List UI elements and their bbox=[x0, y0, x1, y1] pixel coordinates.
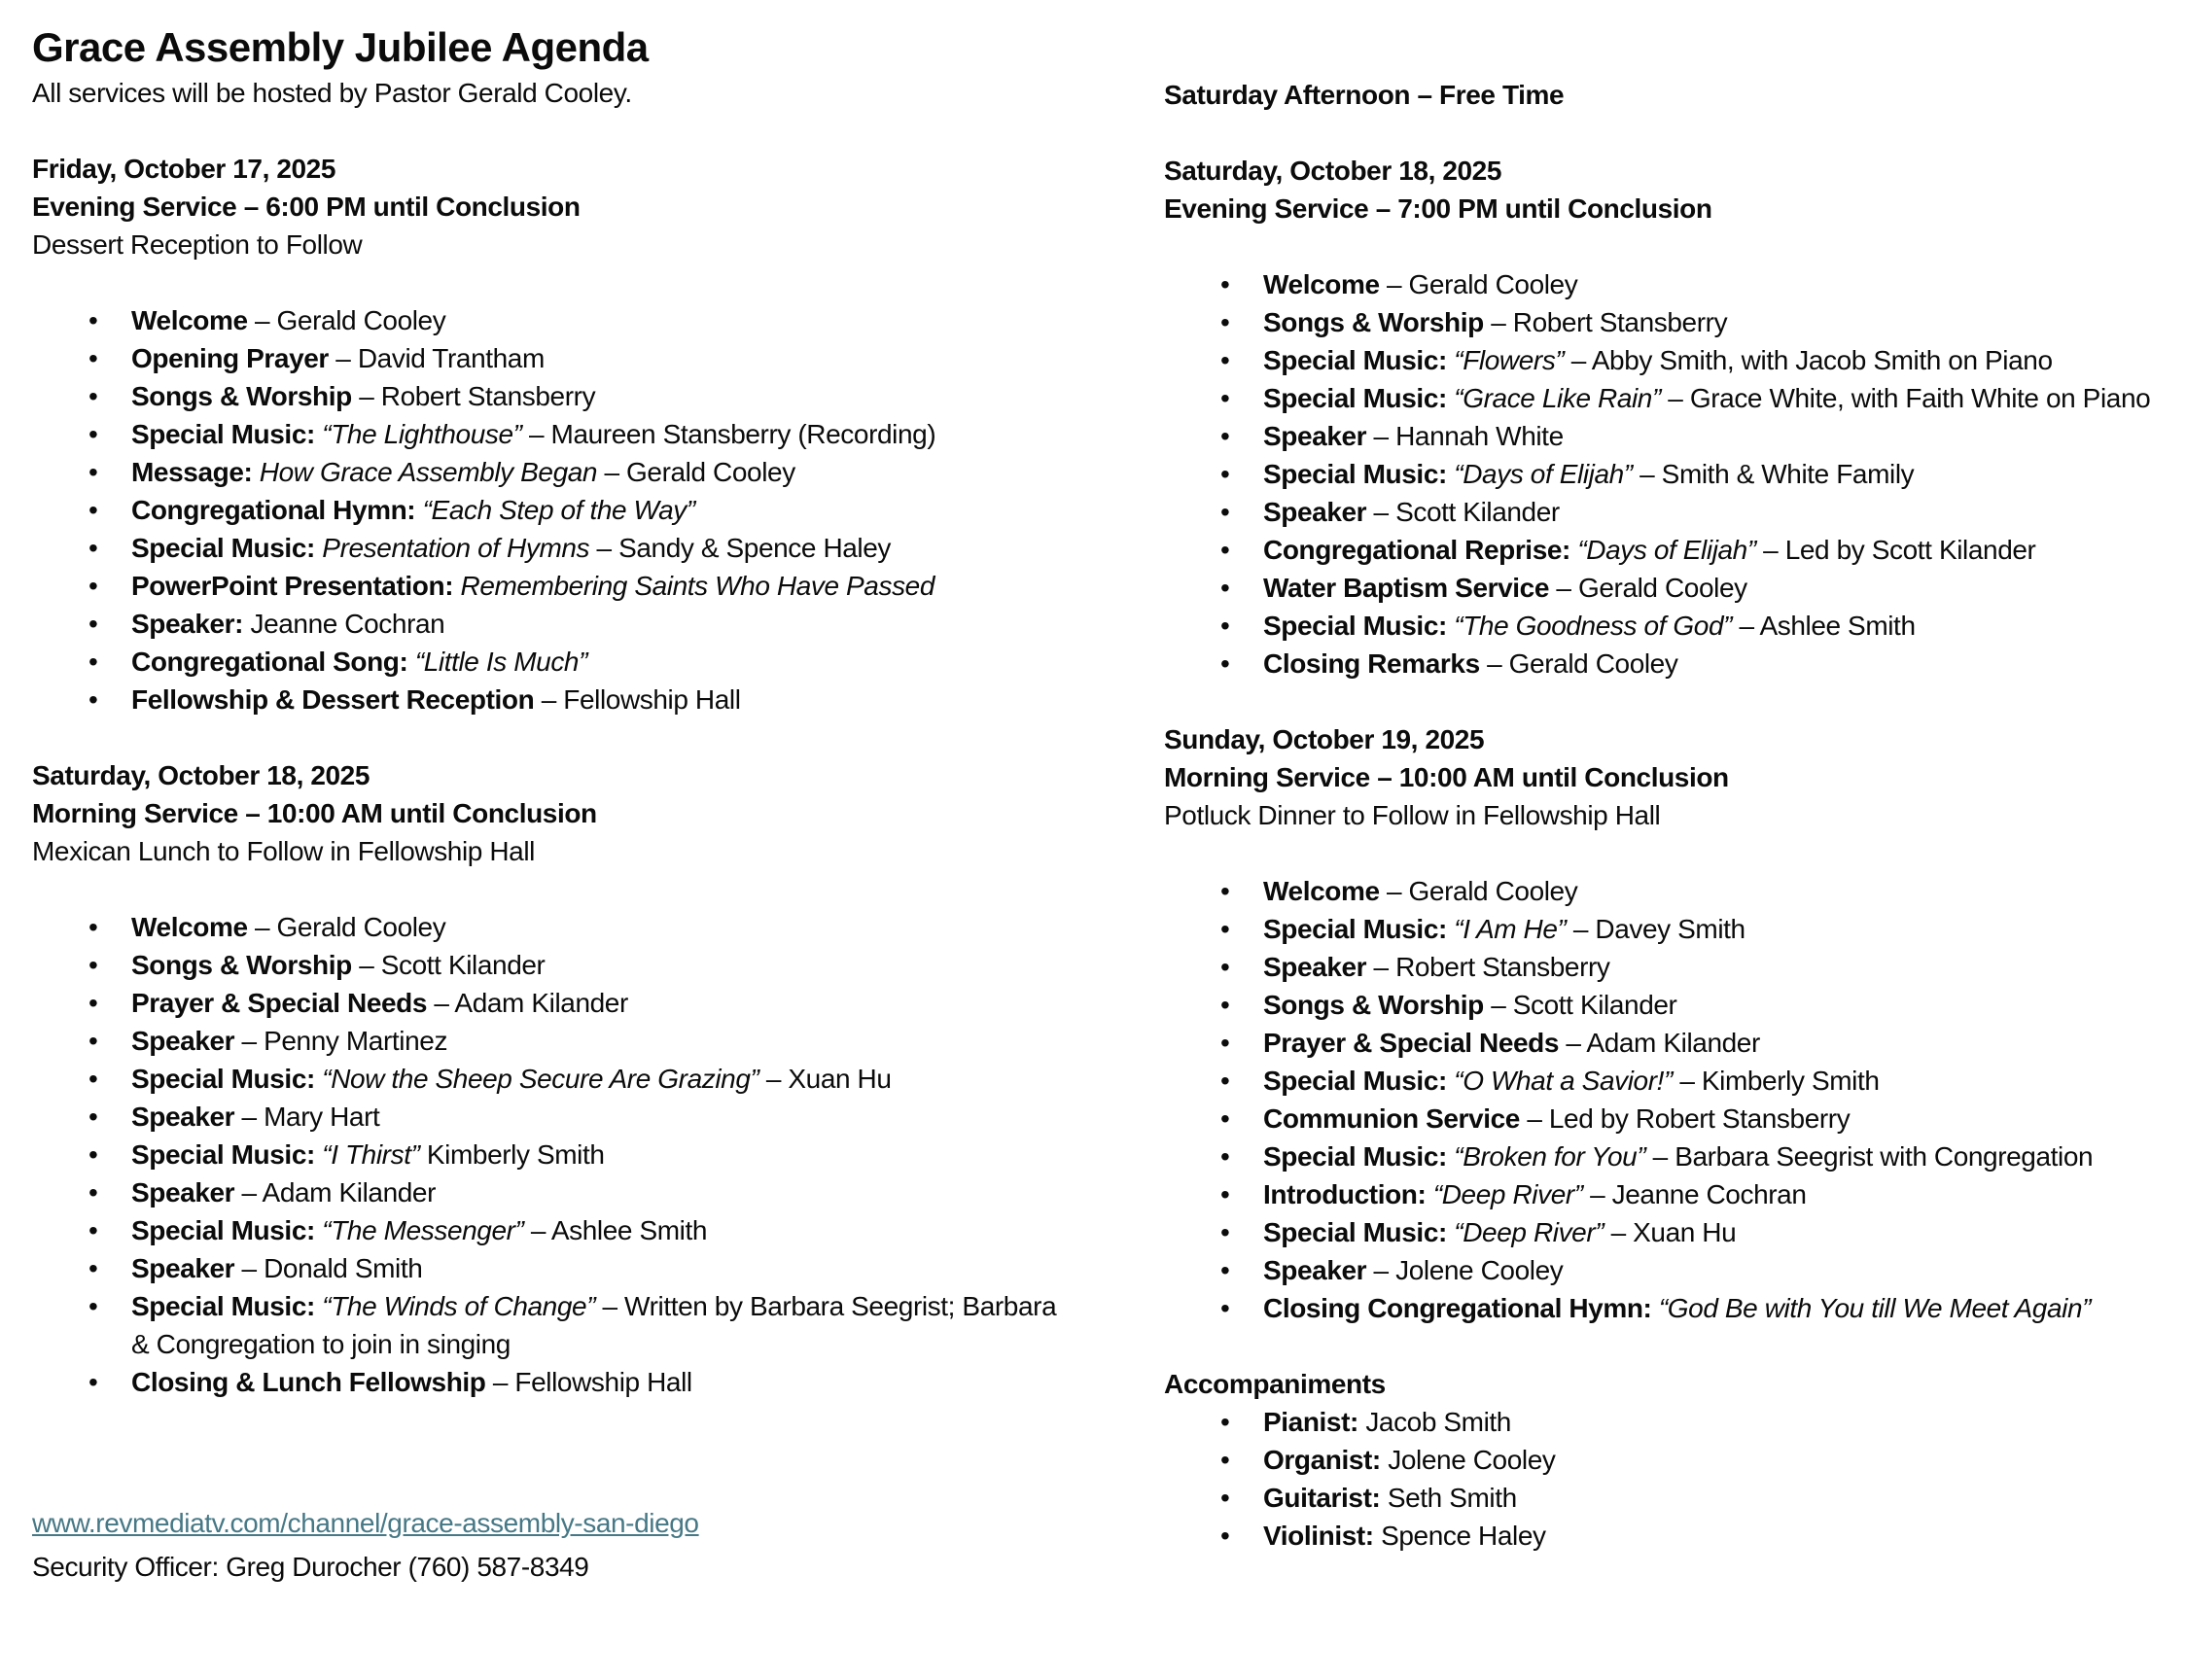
italic-text: “The Winds of Change” bbox=[322, 1291, 596, 1321]
plain-text: – Sandy & Spence Haley bbox=[589, 533, 892, 563]
plain-text: – Ashlee Smith bbox=[523, 1215, 708, 1245]
agenda-list bbox=[1164, 1403, 2186, 1555]
list-item bbox=[1164, 303, 2186, 341]
page-subtitle: All services will be hosted by Pastor Gerald Cooley. bbox=[32, 78, 632, 108]
bold-text: Fellowship & Dessert Reception bbox=[131, 684, 535, 715]
plain-text: – Gerald Cooley bbox=[1549, 573, 1747, 603]
italic-text: “Now the Sheep Secure Are Grazing” bbox=[322, 1064, 759, 1094]
bold-text: Special Music: bbox=[1263, 1141, 1455, 1172]
section-heading-line: Saturday, October 18, 2025 bbox=[32, 760, 370, 790]
bold-text: Special Music: bbox=[1263, 345, 1455, 375]
bold-text: Speaker bbox=[131, 1102, 235, 1132]
bold-text: Communion Service bbox=[1263, 1103, 1520, 1134]
bold-text: Speaker bbox=[131, 1026, 235, 1056]
bold-text: Closing Congregational Hymn: bbox=[1263, 1293, 1659, 1323]
bold-text: Water Baptism Service bbox=[1263, 573, 1550, 603]
list-item bbox=[1164, 1403, 2186, 1441]
list-item bbox=[1164, 948, 2186, 986]
plain-text: – Led by Robert Stansberry bbox=[1519, 1103, 1851, 1134]
plain-text: – David Trantham bbox=[328, 343, 545, 373]
list-item bbox=[1164, 645, 2186, 682]
plain-text: – Gerald Cooley bbox=[597, 457, 795, 487]
list-item bbox=[32, 567, 1063, 605]
plain-text: Kimberly Smith bbox=[419, 1139, 605, 1170]
bold-text: Speaker bbox=[1263, 1255, 1367, 1285]
list-item bbox=[1164, 1213, 2186, 1251]
bold-text: Special Music: bbox=[131, 1139, 323, 1170]
bold-text: Special Music: bbox=[131, 533, 323, 563]
page-title: Grace Assembly Jubilee Agenda bbox=[32, 24, 649, 70]
plain-text: – Abby Smith, with Jacob Smith on Piano bbox=[1564, 345, 2053, 375]
italic-text: “Deep River” bbox=[1454, 1217, 1604, 1247]
plain-text: – Maureen Stansberry (Recording) bbox=[521, 419, 936, 449]
list-item bbox=[32, 1060, 1063, 1098]
list-item bbox=[1164, 531, 2186, 569]
bold-text: Congregational Song: bbox=[131, 647, 415, 677]
bold-text: Special Music: bbox=[1263, 459, 1455, 489]
plain-text: Jacob Smith bbox=[1365, 1407, 1511, 1437]
bold-text: Welcome bbox=[131, 305, 248, 335]
list-item bbox=[1164, 379, 2186, 417]
agenda-section bbox=[1164, 720, 2186, 1327]
list-item bbox=[32, 301, 1063, 339]
list-item bbox=[1164, 910, 2186, 948]
bold-text: Songs & Worship bbox=[1263, 307, 1484, 337]
section-heading-line: Morning Service – 10:00 AM until Conclusion bbox=[1164, 762, 1729, 792]
list-item bbox=[1164, 1251, 2186, 1289]
bold-text: Congregational Reprise: bbox=[1263, 535, 1578, 565]
plain-text: – Smith & White Family bbox=[1632, 459, 1915, 489]
streaming-channel-link[interactable]: www.revmediatv.com/channel/grace-assembly-san-diego bbox=[32, 1508, 699, 1538]
italic-text: “O What a Savior!” bbox=[1454, 1066, 1673, 1096]
agenda-section bbox=[1164, 76, 2186, 114]
bold-text: Speaker bbox=[1263, 421, 1367, 451]
italic-text: How Grace Assembly Began bbox=[259, 457, 598, 487]
plain-text: – Hannah White bbox=[1366, 421, 1564, 451]
agenda-list bbox=[32, 908, 1063, 1401]
bold-text: Opening Prayer bbox=[131, 343, 329, 373]
list-item bbox=[32, 339, 1063, 377]
bold-text: Introduction: bbox=[1263, 1179, 1433, 1209]
bold-text: Songs & Worship bbox=[131, 381, 352, 411]
bold-text: Prayer & Special Needs bbox=[1263, 1028, 1560, 1058]
bold-text: Special Music: bbox=[1263, 611, 1455, 641]
list-item bbox=[32, 1249, 1063, 1287]
plain-text: – Grace White, with Faith White on Piano bbox=[1660, 383, 2151, 413]
list-item bbox=[1164, 417, 2186, 455]
section-heading-line: Saturday Afternoon – Free Time bbox=[1164, 80, 1565, 110]
bold-text: Welcome bbox=[1263, 269, 1380, 299]
list-item bbox=[32, 908, 1063, 946]
bold-text: Songs & Worship bbox=[131, 950, 352, 980]
security-officer-line: Security Officer: Greg Durocher (760) 587-8349 bbox=[32, 1552, 589, 1582]
list-item bbox=[1164, 265, 2186, 303]
plain-text: – Kimberly Smith bbox=[1672, 1066, 1880, 1096]
bold-text: Closing & Lunch Fellowship bbox=[131, 1367, 486, 1397]
plain-text: – Gerald Cooley bbox=[1479, 648, 1678, 679]
list-item bbox=[1164, 455, 2186, 493]
list-item bbox=[32, 1173, 1063, 1211]
plain-text: – Mary Hart bbox=[234, 1102, 380, 1132]
list-item bbox=[1164, 1062, 2186, 1100]
bold-text: Message: bbox=[131, 457, 260, 487]
plain-text: – Adam Kilander bbox=[427, 988, 628, 1018]
bold-text: Special Music: bbox=[1263, 1066, 1455, 1096]
section-heading-line: Sunday, October 19, 2025 bbox=[1164, 724, 1485, 754]
bold-text: Speaker bbox=[131, 1177, 235, 1208]
agenda-section bbox=[32, 150, 1063, 718]
section-heading-line: Dessert Reception to Follow bbox=[32, 229, 363, 260]
plain-text: – Jeanne Cochran bbox=[1582, 1179, 1807, 1209]
list-item bbox=[1164, 1175, 2186, 1213]
left-sections bbox=[32, 150, 1063, 1401]
italic-text: “Broken for You” bbox=[1454, 1141, 1646, 1172]
bold-text: Speaker bbox=[1263, 497, 1367, 527]
plain-text: – Adam Kilander bbox=[234, 1177, 437, 1208]
right-column bbox=[1164, 76, 2186, 1555]
bold-text: Speaker: bbox=[131, 609, 251, 639]
plain-text: – Fellowship Hall bbox=[534, 684, 741, 715]
list-item bbox=[32, 984, 1063, 1022]
section-heading-line: Morning Service – 10:00 AM until Conclusion bbox=[32, 798, 597, 828]
bold-text: Special Music: bbox=[1263, 383, 1455, 413]
italic-text: “Little Is Much” bbox=[414, 647, 588, 677]
plain-text: – Gerald Cooley bbox=[247, 912, 446, 942]
agenda-list bbox=[1164, 265, 2186, 682]
list-item bbox=[32, 1022, 1063, 1060]
italic-text: “I Thirst” bbox=[322, 1139, 420, 1170]
agenda-section bbox=[1164, 1365, 2186, 1555]
list-item bbox=[1164, 1479, 2186, 1517]
plain-text: – Led by Scott Kilander bbox=[1755, 535, 2036, 565]
list-item bbox=[1164, 1289, 2186, 1327]
plain-text: – Gerald Cooley bbox=[247, 305, 446, 335]
list-item bbox=[1164, 872, 2186, 910]
italic-text: “Each Step of the Way” bbox=[422, 495, 695, 525]
italic-text: “Flowers” bbox=[1454, 345, 1565, 375]
italic-text: Presentation of Hymns bbox=[322, 533, 590, 563]
bold-text: Violinist: bbox=[1263, 1521, 1382, 1551]
plain-text: – Robert Stansberry bbox=[351, 381, 596, 411]
list-item bbox=[1164, 986, 2186, 1024]
agenda-list bbox=[1164, 872, 2186, 1327]
list-item bbox=[1164, 1517, 2186, 1555]
bold-text: Pianist: bbox=[1263, 1407, 1366, 1437]
plain-text: – Scott Kilander bbox=[1366, 497, 1560, 527]
plain-text: – Jolene Cooley bbox=[1366, 1255, 1564, 1285]
list-item bbox=[32, 415, 1063, 453]
bold-text: Closing Remarks bbox=[1263, 648, 1480, 679]
list-item bbox=[32, 529, 1063, 567]
bold-text: PowerPoint Presentation: bbox=[131, 571, 461, 601]
bold-text: Speaker bbox=[1263, 952, 1367, 982]
bold-text: Special Music: bbox=[1263, 1217, 1455, 1247]
plain-text: – Robert Stansberry bbox=[1366, 952, 1610, 982]
list-item bbox=[32, 681, 1063, 718]
section-heading-line: Accompaniments bbox=[1164, 1369, 1386, 1399]
bold-text: Special Music: bbox=[1263, 914, 1455, 944]
plain-text: – Penny Martinez bbox=[234, 1026, 448, 1056]
list-item bbox=[1164, 607, 2186, 645]
bold-text: Organist: bbox=[1263, 1445, 1389, 1475]
list-item bbox=[1164, 341, 2186, 379]
plain-text: – Gerald Cooley bbox=[1379, 876, 1578, 906]
section-heading-line: Evening Service – 6:00 PM until Conclusion bbox=[32, 192, 581, 222]
list-item bbox=[32, 946, 1063, 984]
plain-text: – Barbara Seegrist with Congregation bbox=[1645, 1141, 2094, 1172]
italic-text: “The Lighthouse” bbox=[322, 419, 522, 449]
plain-text: – Scott Kilander bbox=[351, 950, 546, 980]
plain-text: – Scott Kilander bbox=[1483, 990, 1677, 1020]
section-heading-line: Friday, October 17, 2025 bbox=[32, 154, 336, 184]
section-heading-line: Potluck Dinner to Follow in Fellowship Hall bbox=[1164, 800, 1661, 830]
list-item bbox=[32, 605, 1063, 643]
bold-text: Special Music: bbox=[131, 1064, 323, 1094]
bold-text: Special Music: bbox=[131, 419, 323, 449]
italic-text: “Days of Elijah” bbox=[1454, 459, 1633, 489]
italic-text: “God Be with You till We Meet Again” bbox=[1658, 1293, 2092, 1323]
plain-text: – Written by Barbara Seegrist; Barbara & Congregation to join in singing bbox=[131, 1291, 1057, 1359]
bold-text: Congregational Hymn: bbox=[131, 495, 423, 525]
page-footer bbox=[32, 1504, 1063, 1586]
list-item bbox=[1164, 1138, 2186, 1175]
list-item bbox=[1164, 1441, 2186, 1479]
italic-text: “I Am He” bbox=[1454, 914, 1567, 944]
bold-text: Welcome bbox=[1263, 876, 1380, 906]
list-item bbox=[32, 1136, 1063, 1173]
italic-text: Remembering Saints Who Have Passed bbox=[460, 571, 935, 601]
bold-text: Songs & Worship bbox=[1263, 990, 1484, 1020]
bold-text: Welcome bbox=[131, 912, 248, 942]
plain-text: – Fellowship Hall bbox=[485, 1367, 692, 1397]
italic-text: “The Messenger” bbox=[322, 1215, 524, 1245]
plain-text: Jeanne Cochran bbox=[250, 609, 445, 639]
left-column bbox=[32, 23, 1063, 1586]
bold-text: Special Music: bbox=[131, 1215, 323, 1245]
plain-text: – Davey Smith bbox=[1566, 914, 1745, 944]
section-heading-line: Saturday, October 18, 2025 bbox=[1164, 156, 1502, 186]
italic-text: “Days of Elijah” bbox=[1577, 535, 1756, 565]
agenda-section bbox=[1164, 152, 2186, 682]
list-item bbox=[1164, 569, 2186, 607]
plain-text: Spence Haley bbox=[1381, 1521, 1546, 1551]
plain-text: – Adam Kilander bbox=[1559, 1028, 1760, 1058]
bold-text: Speaker bbox=[131, 1253, 235, 1283]
plain-text: – Xuan Hu bbox=[1604, 1217, 1737, 1247]
list-item bbox=[1164, 493, 2186, 531]
list-item bbox=[32, 1363, 1063, 1401]
list-item bbox=[1164, 1100, 2186, 1138]
plain-text: – Gerald Cooley bbox=[1379, 269, 1578, 299]
section-heading-line: Mexican Lunch to Follow in Fellowship Hall bbox=[32, 836, 535, 866]
agenda-list bbox=[32, 301, 1063, 718]
list-item bbox=[32, 377, 1063, 415]
list-item bbox=[32, 1098, 1063, 1136]
list-item bbox=[1164, 1024, 2186, 1062]
plain-text: – Robert Stansberry bbox=[1483, 307, 1728, 337]
list-item bbox=[32, 453, 1063, 491]
right-sections bbox=[1164, 76, 2186, 1555]
plain-text: – Ashlee Smith bbox=[1732, 611, 1916, 641]
list-item bbox=[32, 643, 1063, 681]
bold-text: Special Music: bbox=[131, 1291, 323, 1321]
italic-text: “The Goodness of God” bbox=[1454, 611, 1733, 641]
plain-text: – Xuan Hu bbox=[758, 1064, 892, 1094]
plain-text: Seth Smith bbox=[1387, 1483, 1517, 1513]
bold-text: Prayer & Special Needs bbox=[131, 988, 428, 1018]
list-item bbox=[32, 1211, 1063, 1249]
list-item bbox=[32, 491, 1063, 529]
italic-text: “Deep River” bbox=[1432, 1179, 1583, 1209]
section-heading-line: Evening Service – 7:00 PM until Conclusion bbox=[1164, 193, 1712, 224]
plain-text: Jolene Cooley bbox=[1388, 1445, 1556, 1475]
bold-text: Guitarist: bbox=[1263, 1483, 1388, 1513]
list-item bbox=[32, 1287, 1063, 1363]
agenda-section bbox=[32, 756, 1063, 1401]
italic-text: “Grace Like Rain” bbox=[1454, 383, 1661, 413]
plain-text: – Donald Smith bbox=[234, 1253, 423, 1283]
